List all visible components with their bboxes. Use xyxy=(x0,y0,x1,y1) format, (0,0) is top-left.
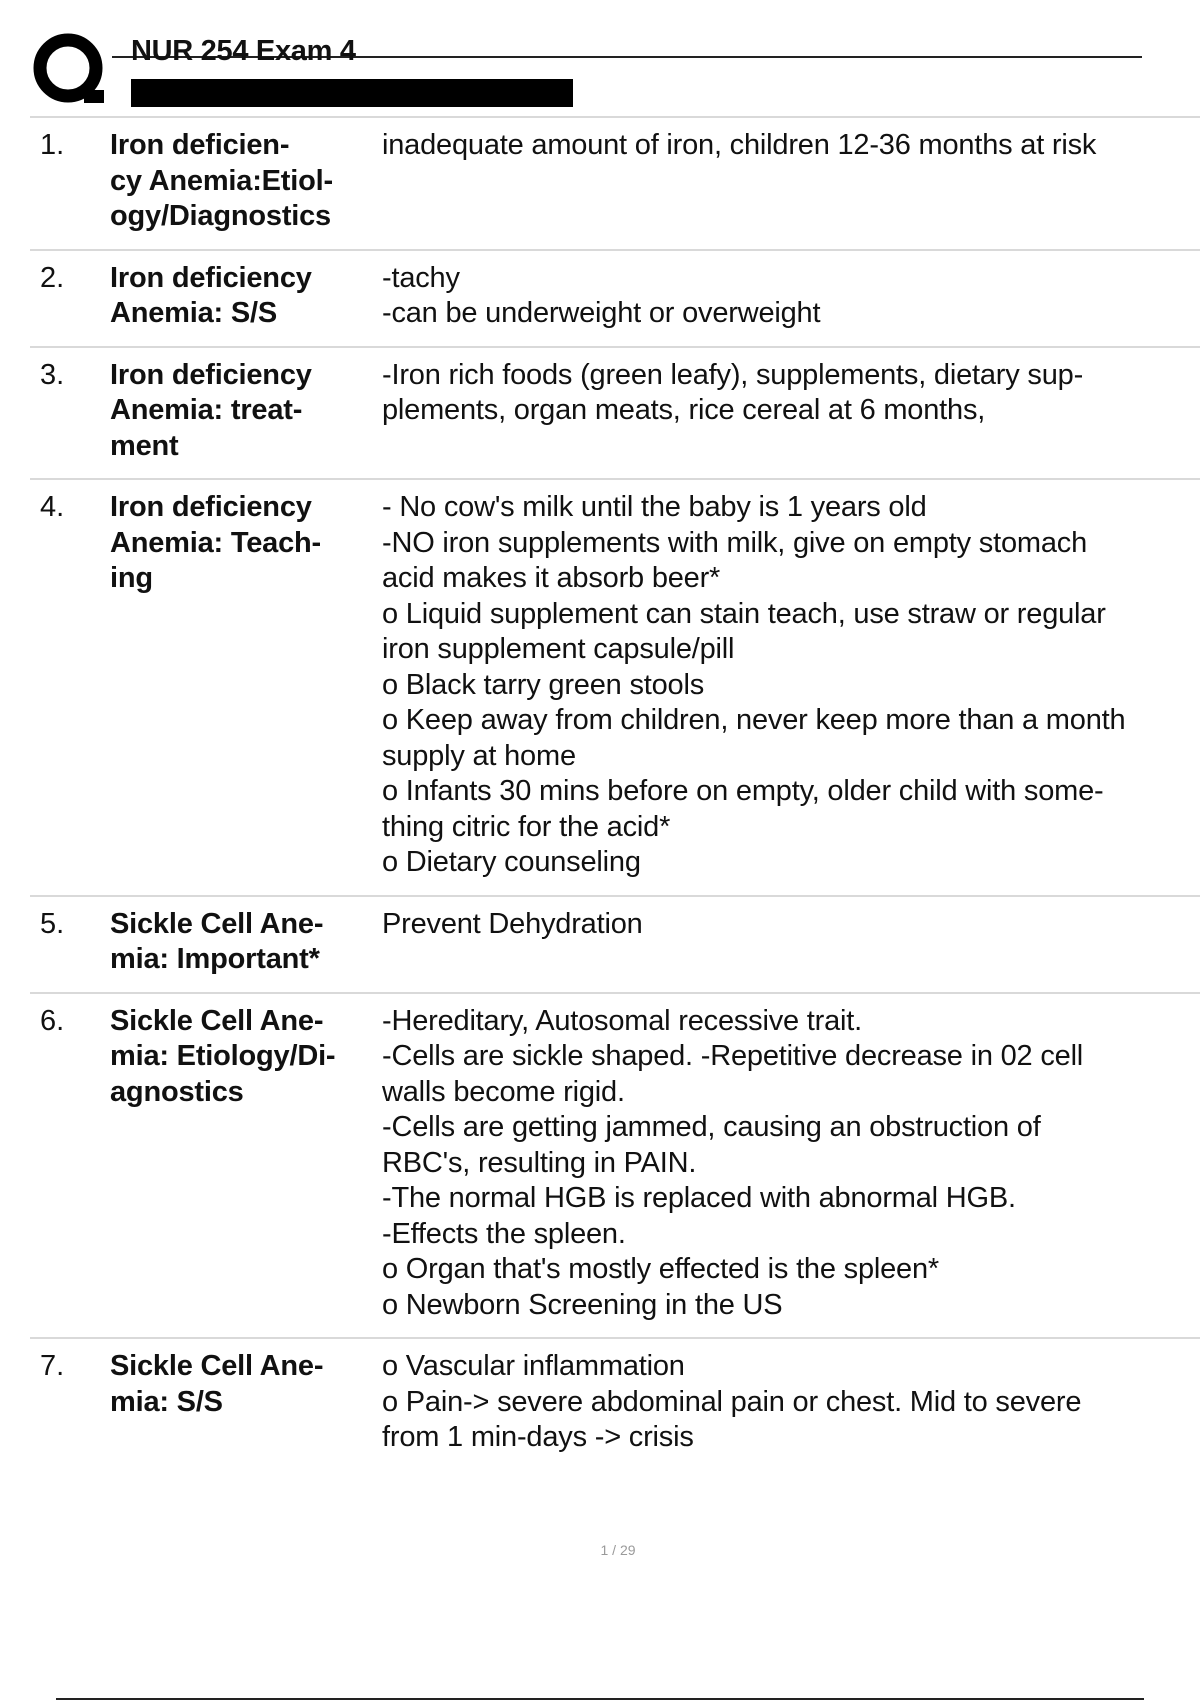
card-term xyxy=(110,358,382,465)
card-term xyxy=(110,1349,382,1420)
redaction-bar xyxy=(131,79,573,107)
page-counter: 1 / 29 xyxy=(600,1542,636,1558)
card-definition-line: acid makes it absorb beer* xyxy=(382,562,721,594)
card-definition-line: -Iron rich foods (green leafy), supplements, dietary sup- xyxy=(382,358,1084,391)
card-definition-line: o Newborn Screening in the US xyxy=(382,1288,783,1321)
card-definition-line: -Cells are sickle shaped. -Repetitive decrease in 02 cell xyxy=(382,1040,1084,1072)
card-term-line: Sickle Cell Ane- xyxy=(110,1004,324,1037)
card-definition xyxy=(382,1004,1200,1324)
card-definition-line: plements, organ meats, rice cereal at 6 months, xyxy=(382,394,986,426)
flashcard-row xyxy=(30,897,1200,994)
card-definition-line: thing citric for the acid* xyxy=(382,810,671,843)
card-term-line: mia: Important* xyxy=(110,943,320,975)
card-term-line: ogy/Diagnostics xyxy=(110,200,331,232)
document-title: NUR 254 Exam 4 xyxy=(131,35,356,67)
card-definition xyxy=(382,490,1200,881)
card-term-line: Anemia: treat- xyxy=(110,394,303,426)
card-definition-line: o Black tarry green stools xyxy=(382,668,704,701)
card-number: 3. xyxy=(40,358,65,391)
card-term-line: Sickle Cell Ane- xyxy=(110,1350,324,1382)
flashcard-list xyxy=(30,116,1200,1470)
flashcard-row xyxy=(30,118,1200,251)
card-definition-line: inadequate amount of iron, children 12-36 months at risk xyxy=(382,129,1097,161)
flashcard-row xyxy=(30,348,1200,481)
card-definition-line: Prevent Dehydration xyxy=(382,907,643,940)
card-term xyxy=(110,261,382,332)
card-definition xyxy=(382,358,1200,429)
card-definition-line: o Infants 30 mins before on empty, older child with some- xyxy=(382,775,1104,807)
flashcard-row xyxy=(30,480,1200,897)
card-term-line: mia: S/S xyxy=(110,1385,223,1418)
card-definition-line: o Organ that's mostly effected is the spleen* xyxy=(382,1253,939,1285)
card-definition-line: walls become rigid. xyxy=(382,1075,625,1108)
card-term-line: Iron deficiency xyxy=(110,261,312,294)
card-term-line: ment xyxy=(110,429,179,462)
card-term-line: ing xyxy=(110,562,153,594)
card-term-line: Sickle Cell Ane- xyxy=(110,907,324,940)
flashcard-row xyxy=(30,1339,1200,1470)
card-term-line: Iron deficiency xyxy=(110,358,312,391)
card-term xyxy=(110,128,382,235)
card-number: 5. xyxy=(40,907,65,940)
card-term-line: Iron deficiency xyxy=(110,491,312,523)
card-term-line: Iron deficien- xyxy=(110,129,290,161)
card-term-line: Anemia: Teach- xyxy=(110,526,321,559)
card-term xyxy=(110,907,382,978)
card-definition-line: -tachy xyxy=(382,261,460,294)
card-definition-line: o Keep away from children, never keep more than a month xyxy=(382,704,1126,736)
card-definition xyxy=(382,261,1200,332)
card-term-line: cy Anemia:Etiol- xyxy=(110,164,333,197)
card-definition-line: -Cells are getting jammed, causing an obstruction of xyxy=(382,1111,1041,1143)
brand-logo-icon xyxy=(32,30,112,110)
card-number: 1. xyxy=(40,129,65,161)
card-definition-line: o Vascular inflammation xyxy=(382,1350,685,1382)
card-term-line: agnostics xyxy=(110,1075,244,1108)
card-term xyxy=(110,1004,382,1111)
card-definition-line: -The normal HGB is replaced with abnormal HGB. xyxy=(382,1182,1016,1214)
card-definition-line: - No cow's milk until the baby is 1 years old xyxy=(382,491,927,523)
card-number: 2. xyxy=(40,261,65,294)
card-definition xyxy=(382,128,1200,164)
card-definition-line: o Liquid supplement can stain teach, use straw or regular xyxy=(382,597,1106,630)
card-term-line: mia: Etiology/Di- xyxy=(110,1040,336,1072)
card-definition-line: supply at home xyxy=(382,739,576,772)
flashcard-row xyxy=(30,251,1200,348)
card-term xyxy=(110,490,382,597)
card-definition-line: o Dietary counseling xyxy=(382,846,641,878)
flashcard-row xyxy=(30,994,1200,1340)
page-header xyxy=(0,0,1200,118)
card-definition-line: -NO iron supplements with milk, give on empty stomach xyxy=(382,526,1087,559)
card-definition-line: -Effects the spleen. xyxy=(382,1217,626,1250)
card-definition-line: -can be underweight or overweight xyxy=(382,297,821,329)
card-definition-line: iron supplement capsule/pill xyxy=(382,633,735,665)
card-definition xyxy=(382,907,1200,943)
card-definition-line: -Hereditary, Autosomal recessive trait. xyxy=(382,1004,863,1037)
card-definition xyxy=(382,1349,1200,1456)
card-definition-line: from 1 min-days -> crisis xyxy=(382,1421,694,1453)
card-definition-line: RBC's, resulting in PAIN. xyxy=(382,1146,697,1179)
card-term-line: Anemia: S/S xyxy=(110,297,278,329)
card-number: 6. xyxy=(40,1004,65,1037)
card-number: 4. xyxy=(40,491,65,523)
card-number: 7. xyxy=(40,1350,65,1382)
card-definition-line: o Pain-> severe abdominal pain or chest. Mid to severe xyxy=(382,1385,1082,1418)
